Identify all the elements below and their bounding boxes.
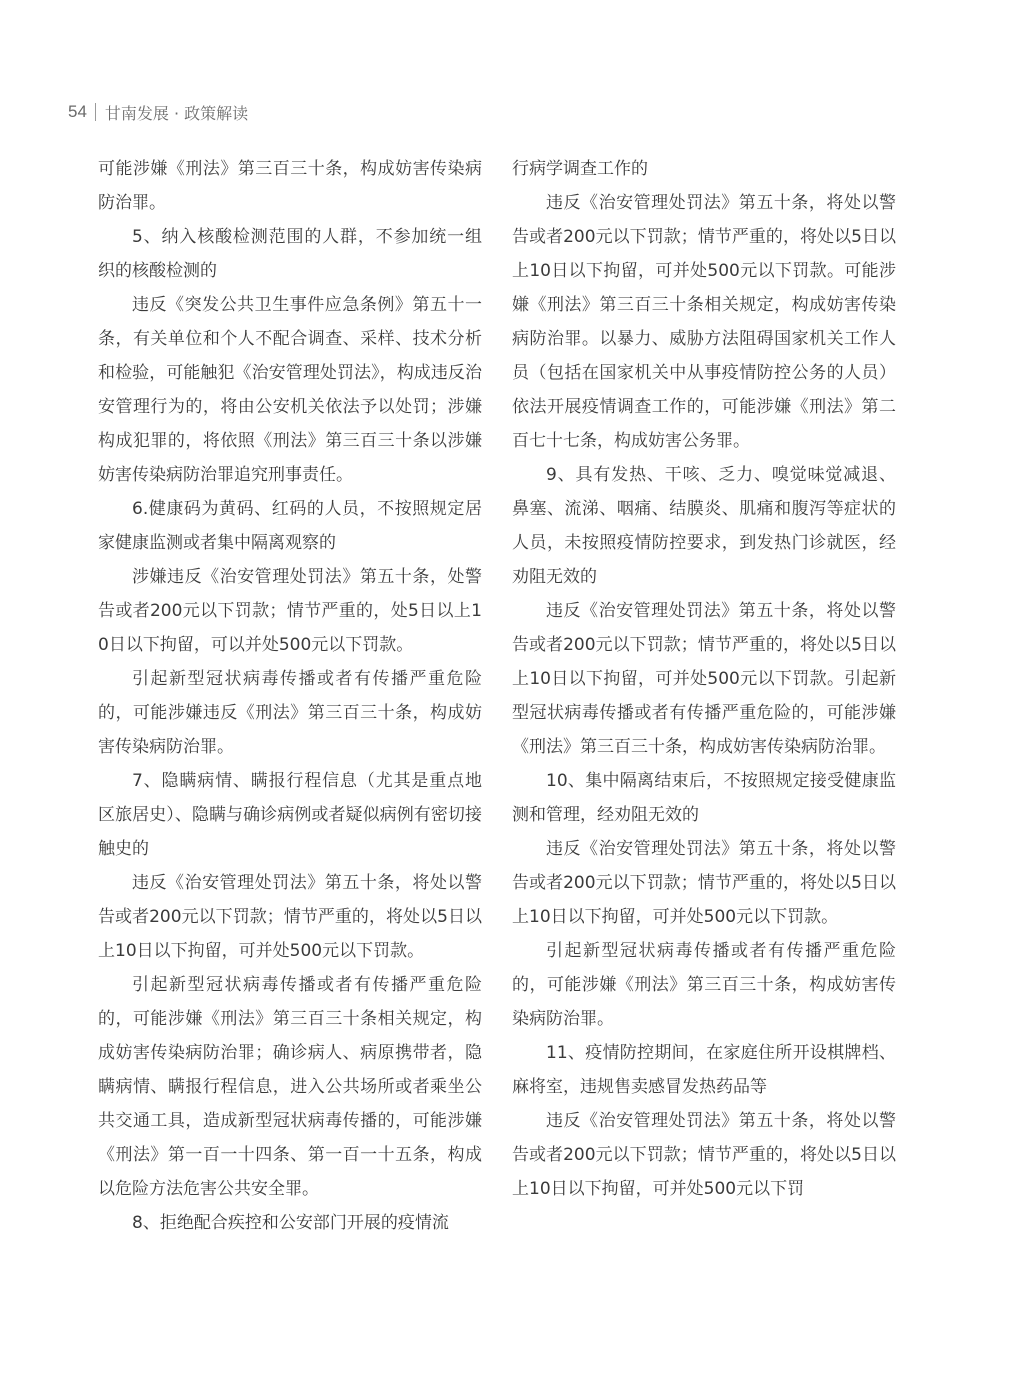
paragraph: 8、拒绝配合疾控和公安部门开展的疫情流 (132, 1213, 449, 1233)
paragraph: 引起新型冠状病毒传播或者有传播严重危险的，可能涉嫌《刑法》第三百三十条，构成妨害传染病防治罪。 (512, 941, 896, 1029)
right-text-column (512, 152, 896, 1206)
section-title: 甘南发展 · 政策解读 (104, 103, 249, 123)
paragraph: 引起新型冠状病毒传播或者有传播严重危险的，可能涉嫌《刑法》第三百三十条相关规定，构成妨害传染病防治罪；确诊病人、病原携带者，隐瞒病情、瞒报行程信息，进入公共场所或者乘坐公共交通工具，造成新型冠状病毒传播的，可能涉嫌《刑法》第一百一十四条、第一百一十五条，构成以危险方法危害公共安全罪。 (98, 975, 482, 1199)
running-header (68, 98, 248, 126)
paragraph: 违反《治安管理处罚法》第五十条，将处以警告或者200元以下罚款；情节严重的，将处以5日以上10日以下拘留，可并处500元以下罚款。可能涉嫌《刑法》第三百三十条相关规定，构成妨害传染病防治罪。以暴力、威胁方法阻碍国家机关工作人员（包括在国家机关中从事疫情防控公务的人员）依法开展疫情调查工作的，可能涉嫌《刑法》第二百七十七条，构成妨害公务罪。 (512, 193, 896, 451)
paragraph: 7、隐瞒病情、瞒报行程信息（尤其是重点地区旅居史）、隐瞒与确诊病例或者疑似病例有密切接触史的 (98, 771, 482, 859)
paragraph: 违反《治安管理处罚法》第五十条，将处以警告或者200元以下罚款；情节严重的，将处以5日以上10日以下拘留，可并处500元以下罚款。 (512, 839, 896, 927)
page-number: 54 (68, 102, 87, 121)
paragraph: 涉嫌违反《治安管理处罚法》第五十条，处警告或者200元以下罚款；情节严重的，处5日以上10日以下拘留，可以并处500元以下罚款。 (98, 567, 482, 655)
paragraph: 11、疫情防控期间，在家庭住所开设棋牌档、麻将室，违规售卖感冒发热药品等 (512, 1043, 896, 1097)
paragraph: 可能涉嫌《刑法》第三百三十条，构成妨害传染病防治罪。 (98, 159, 482, 213)
left-text-column (98, 152, 482, 1240)
header-divider (95, 103, 96, 121)
paragraph: 违反《突发公共卫生事件应急条例》第五十一条，有关单位和个人不配合调查、采样、技术分析和检验，可能触犯《治安管理处罚法》，构成违反治安管理行为的，将由公安机关依法予以处罚；涉嫌构成犯罪的，将依照《刑法》第三百三十条以涉嫌妨害传染病防治罪追究刑事责任。 (98, 295, 482, 485)
paragraph: 6.健康码为黄码、红码的人员，不按照规定居家健康监测或者集中隔离观察的 (98, 499, 482, 553)
paragraph: 违反《治安管理处罚法》第五十条，将处以警告或者200元以下罚款；情节严重的，将处以5日以上10日以下拘留，可并处500元以下罚款。引起新型冠状病毒传播或者有传播严重危险的，可能涉嫌《刑法》第三百三十条，构成妨害传染病防治罪。 (512, 601, 896, 757)
paragraph: 9、具有发热、干咳、乏力、嗅觉味觉减退、鼻塞、流涕、咽痛、结膜炎、肌痛和腹泻等症状的人员，未按照疫情防控要求，到发热门诊就医，经劝阻无效的 (512, 465, 896, 587)
paragraph: 违反《治安管理处罚法》第五十条，将处以警告或者200元以下罚款；情节严重的，将处以5日以上10日以下拘留，可并处500元以下罚款。 (98, 873, 482, 961)
paragraph: 5、纳入核酸检测范围的人群，不参加统一组织的核酸检测的 (98, 227, 482, 281)
paragraph: 行病学调查工作的 (512, 159, 648, 179)
paragraph: 10、集中隔离结束后，不按照规定接受健康监测和管理，经劝阻无效的 (512, 771, 896, 825)
paragraph: 违反《治安管理处罚法》第五十条，将处以警告或者200元以下罚款；情节严重的，将处以5日以上10日以下拘留，可并处500元以下罚 (512, 1111, 896, 1199)
paragraph: 引起新型冠状病毒传播或者有传播严重危险的，可能涉嫌违反《刑法》第三百三十条，构成妨害传染病防治罪。 (98, 669, 482, 757)
